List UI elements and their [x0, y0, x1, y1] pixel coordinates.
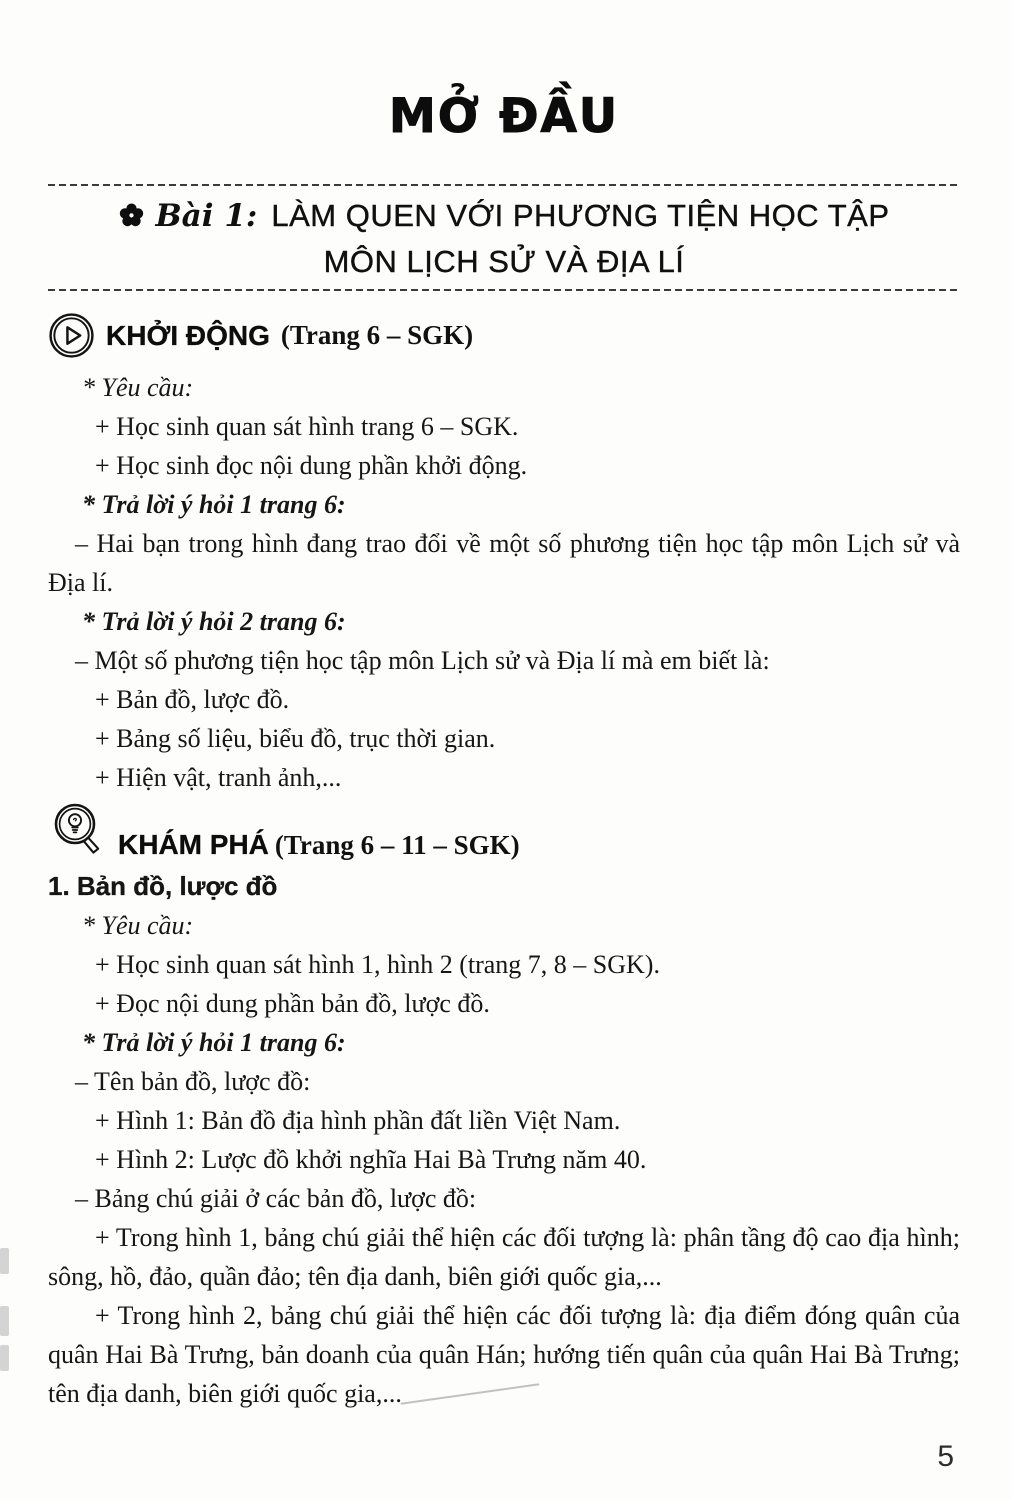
answer-heading: * Trả lời ý hỏi 1 trang 6: — [82, 1028, 346, 1057]
answer-item: + Bản đồ, lược đồ. — [95, 685, 290, 714]
section-title-warmup: KHỞI ĐỘNG — [106, 319, 270, 351]
scan-edge-smudge — [0, 1248, 9, 1274]
requirement-item: + Học sinh quan sát hình 1, hình 2 (trang 7, 8 – SGK). — [95, 950, 660, 979]
answer-heading: * Trả lời ý hỏi 1 trang 6: — [82, 490, 346, 519]
subsection-heading: 1. Bản đồ, lược đồ — [48, 871, 278, 901]
explore-content — [48, 867, 960, 1413]
dashed-divider-top — [48, 184, 960, 186]
section-page-ref-warmup: (Trang 6 – SGK) — [280, 320, 474, 350]
section-header-warmup — [48, 312, 960, 359]
lesson-title-text: LÀM QUEN VỚI PHƯƠNG TIỆN HỌC TẬP — [271, 198, 890, 233]
answer-text: – Bảng chú giải ở các bản đồ, lược đồ: — [75, 1184, 477, 1213]
answer-item: + Bảng số liệu, biểu đồ, trục thời gian. — [95, 724, 496, 753]
answer-item: + Hình 2: Lược đồ khởi nghĩa Hai Bà Trưng năm 40. — [95, 1145, 647, 1174]
lesson-title-text-2: MÔN LỊCH SỬ VÀ ĐỊA LÍ — [323, 244, 685, 279]
lesson-title-line1 — [48, 193, 960, 239]
section-header-explore — [48, 799, 960, 865]
answer-item: + Hiện vật, tranh ảnh,... — [95, 763, 342, 792]
play-circle-icon — [48, 312, 95, 359]
lesson-number-label: Bài 1: — [155, 198, 258, 234]
dashed-divider-bottom — [48, 289, 960, 291]
answer-text: – Tên bản đồ, lược đồ: — [75, 1067, 311, 1096]
lesson-title-block — [48, 193, 960, 284]
magnifier-lightbulb-icon — [48, 799, 112, 865]
answer-text: – Hai bạn trong hình đang trao đổi về một số phương tiện học tập môn Lịch sử và Địa lí. — [48, 529, 960, 597]
flower-icon — [118, 202, 145, 229]
page-number: 5 — [937, 1440, 954, 1473]
lesson-title-line2 — [48, 239, 960, 284]
requirement-label: * Yêu cầu: — [82, 911, 194, 940]
answer-paragraph: + Trong hình 2, bảng chú giải thể hiện các đối tượng là: địa điểm đóng quân của quân Hai Bà Trưng, bản doanh của quân Hán; hướng tiến quân của quân Hai Bà Trưng; tên địa danh, biên giới quốc gia,... — [48, 1301, 960, 1408]
answer-paragraph: + Trong hình 1, bảng chú giải thể hiện các đối tượng là: phân tầng độ cao địa hình; sông, hồ, đảo, quần đảo; tên địa danh, biên giới quốc gia,... — [48, 1223, 960, 1291]
requirement-item: + Học sinh quan sát hình trang 6 – SGK. — [95, 412, 519, 441]
warmup-content — [48, 368, 960, 797]
section-page-ref-explore: (Trang 6 – 11 – SGK) — [274, 830, 520, 860]
scan-edge-smudge — [0, 1345, 9, 1371]
document-title: MỞ ĐẦU — [388, 89, 620, 144]
answer-item: + Hình 1: Bản đồ địa hình phần đất liền Việt Nam. — [95, 1106, 621, 1135]
requirement-item: + Học sinh đọc nội dung phần khởi động. — [95, 451, 528, 480]
section-title-explore: KHÁM PHÁ — [118, 829, 269, 860]
requirement-label: * Yêu cầu: — [82, 373, 194, 402]
requirement-item: + Đọc nội dung phần bản đồ, lược đồ. — [95, 989, 490, 1018]
scan-edge-smudge — [0, 1306, 9, 1336]
answer-text: – Một số phương tiện học tập môn Lịch sử và Địa lí mà em biết là: — [75, 646, 770, 675]
answer-heading: * Trả lời ý hỏi 2 trang 6: — [82, 607, 346, 636]
